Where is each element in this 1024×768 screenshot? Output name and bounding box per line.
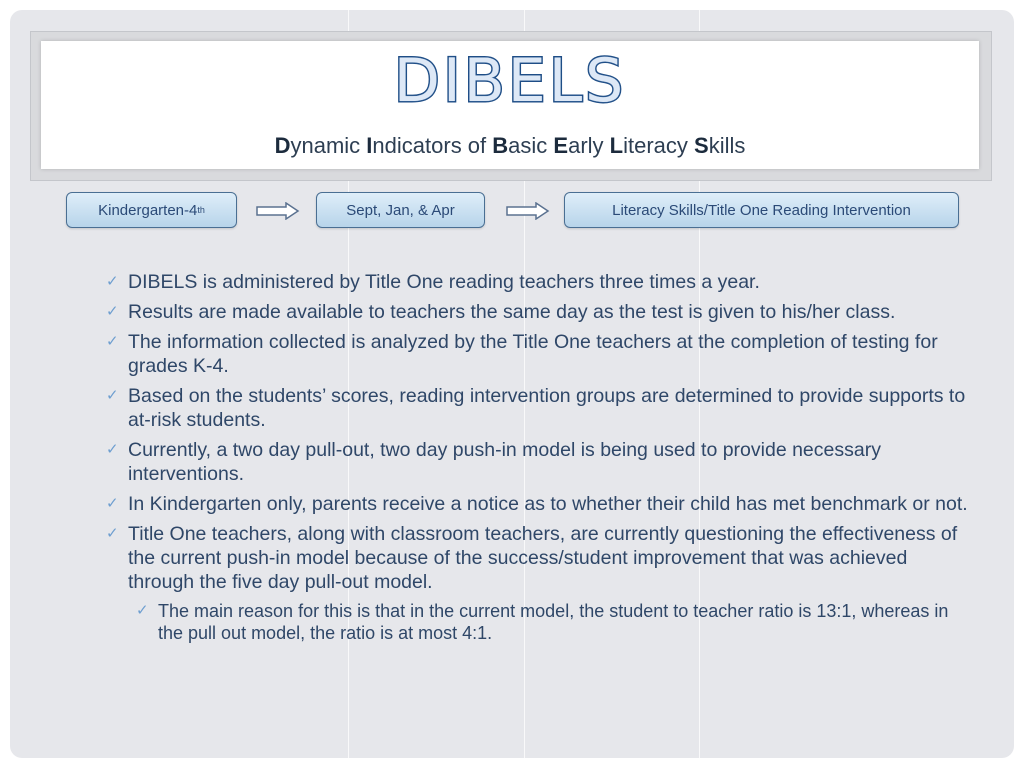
checkmark-icon: ✓ [106, 333, 119, 350]
checkmark-icon: ✓ [136, 602, 149, 619]
list-item [102, 270, 972, 294]
flow-box-schedule-label: Sept, Jan, & Apr [346, 201, 455, 219]
subtitle-initial: B [492, 133, 509, 158]
list-item [102, 384, 972, 432]
subtitle-initial: S [694, 133, 709, 158]
slide-subtitle [41, 133, 979, 159]
flow-box-schedule [316, 192, 485, 228]
list-item [102, 438, 972, 486]
subtitle-word: arly [568, 133, 610, 158]
subtitle-initial: E [553, 133, 569, 158]
list-item-text: Title One teachers, along with classroom teachers, are currently questioning the effectiveness of the current push-in model because of the success/student improvement that was achieved through the five day pull-out model. [128, 523, 958, 593]
list-item-text: Based on the students’ scores, reading intervention groups are determined to provide supports to at-risk students. [128, 385, 966, 431]
checkmark-icon: ✓ [106, 495, 119, 512]
subtitle-initial: L [609, 133, 624, 158]
flow-box-intervention [564, 192, 959, 228]
subtitle-initial: I [366, 133, 373, 158]
sub-list-item-text: The main reason for this is that in the current model, the student to teacher ratio is 13:1, whereas in the pull out model, the ratio is at most 4:1. [158, 601, 949, 643]
list-item-text: Results are made available to teachers the same day as the test is given to his/her class. [128, 301, 896, 323]
list-item [102, 330, 972, 378]
list-item [102, 492, 972, 516]
checkmark-icon: ✓ [106, 303, 119, 320]
right-arrow-icon [256, 202, 300, 220]
list-item [102, 522, 972, 594]
subtitle-initial: D [274, 133, 291, 158]
checkmark-icon: ✓ [106, 387, 119, 404]
subtitle-word: ndicators of [372, 133, 493, 158]
sub-list-item [132, 600, 972, 644]
flow-box-intervention-label: Literacy Skills/Title One Reading Intervention [612, 201, 911, 219]
checkmark-icon: ✓ [106, 441, 119, 458]
list-item-text: DIBELS is administered by Title One reading teachers three times a year. [128, 271, 760, 293]
title-panel [41, 41, 979, 169]
list-item [102, 300, 972, 324]
flow-box-grades-superscript: th [197, 205, 205, 215]
subtitle-word: ynamic [290, 133, 367, 158]
bullet-list [102, 270, 972, 650]
right-arrow-icon [506, 202, 550, 220]
list-item-text: The information collected is analyzed by the Title One teachers at the completion of testing for grades K-4. [128, 331, 938, 377]
flow-box-grades-label: Kindergarten-4 [98, 201, 198, 219]
checkmark-icon: ✓ [106, 525, 119, 542]
subtitle-word: kills [708, 133, 746, 158]
subtitle-word: iteracy [623, 133, 695, 158]
list-item-text: In Kindergarten only, parents receive a notice as to whether their child has met benchmark or not. [128, 493, 968, 515]
slide [10, 10, 1014, 758]
title-frame [30, 31, 992, 181]
flow-box-grades [66, 192, 237, 228]
list-item-text: Currently, a two day pull-out, two day push-in model is being used to provide necessary interventions. [128, 439, 881, 485]
subtitle-word: asic [508, 133, 554, 158]
slide-title: DIBELS [393, 46, 627, 116]
checkmark-icon: ✓ [106, 273, 119, 290]
